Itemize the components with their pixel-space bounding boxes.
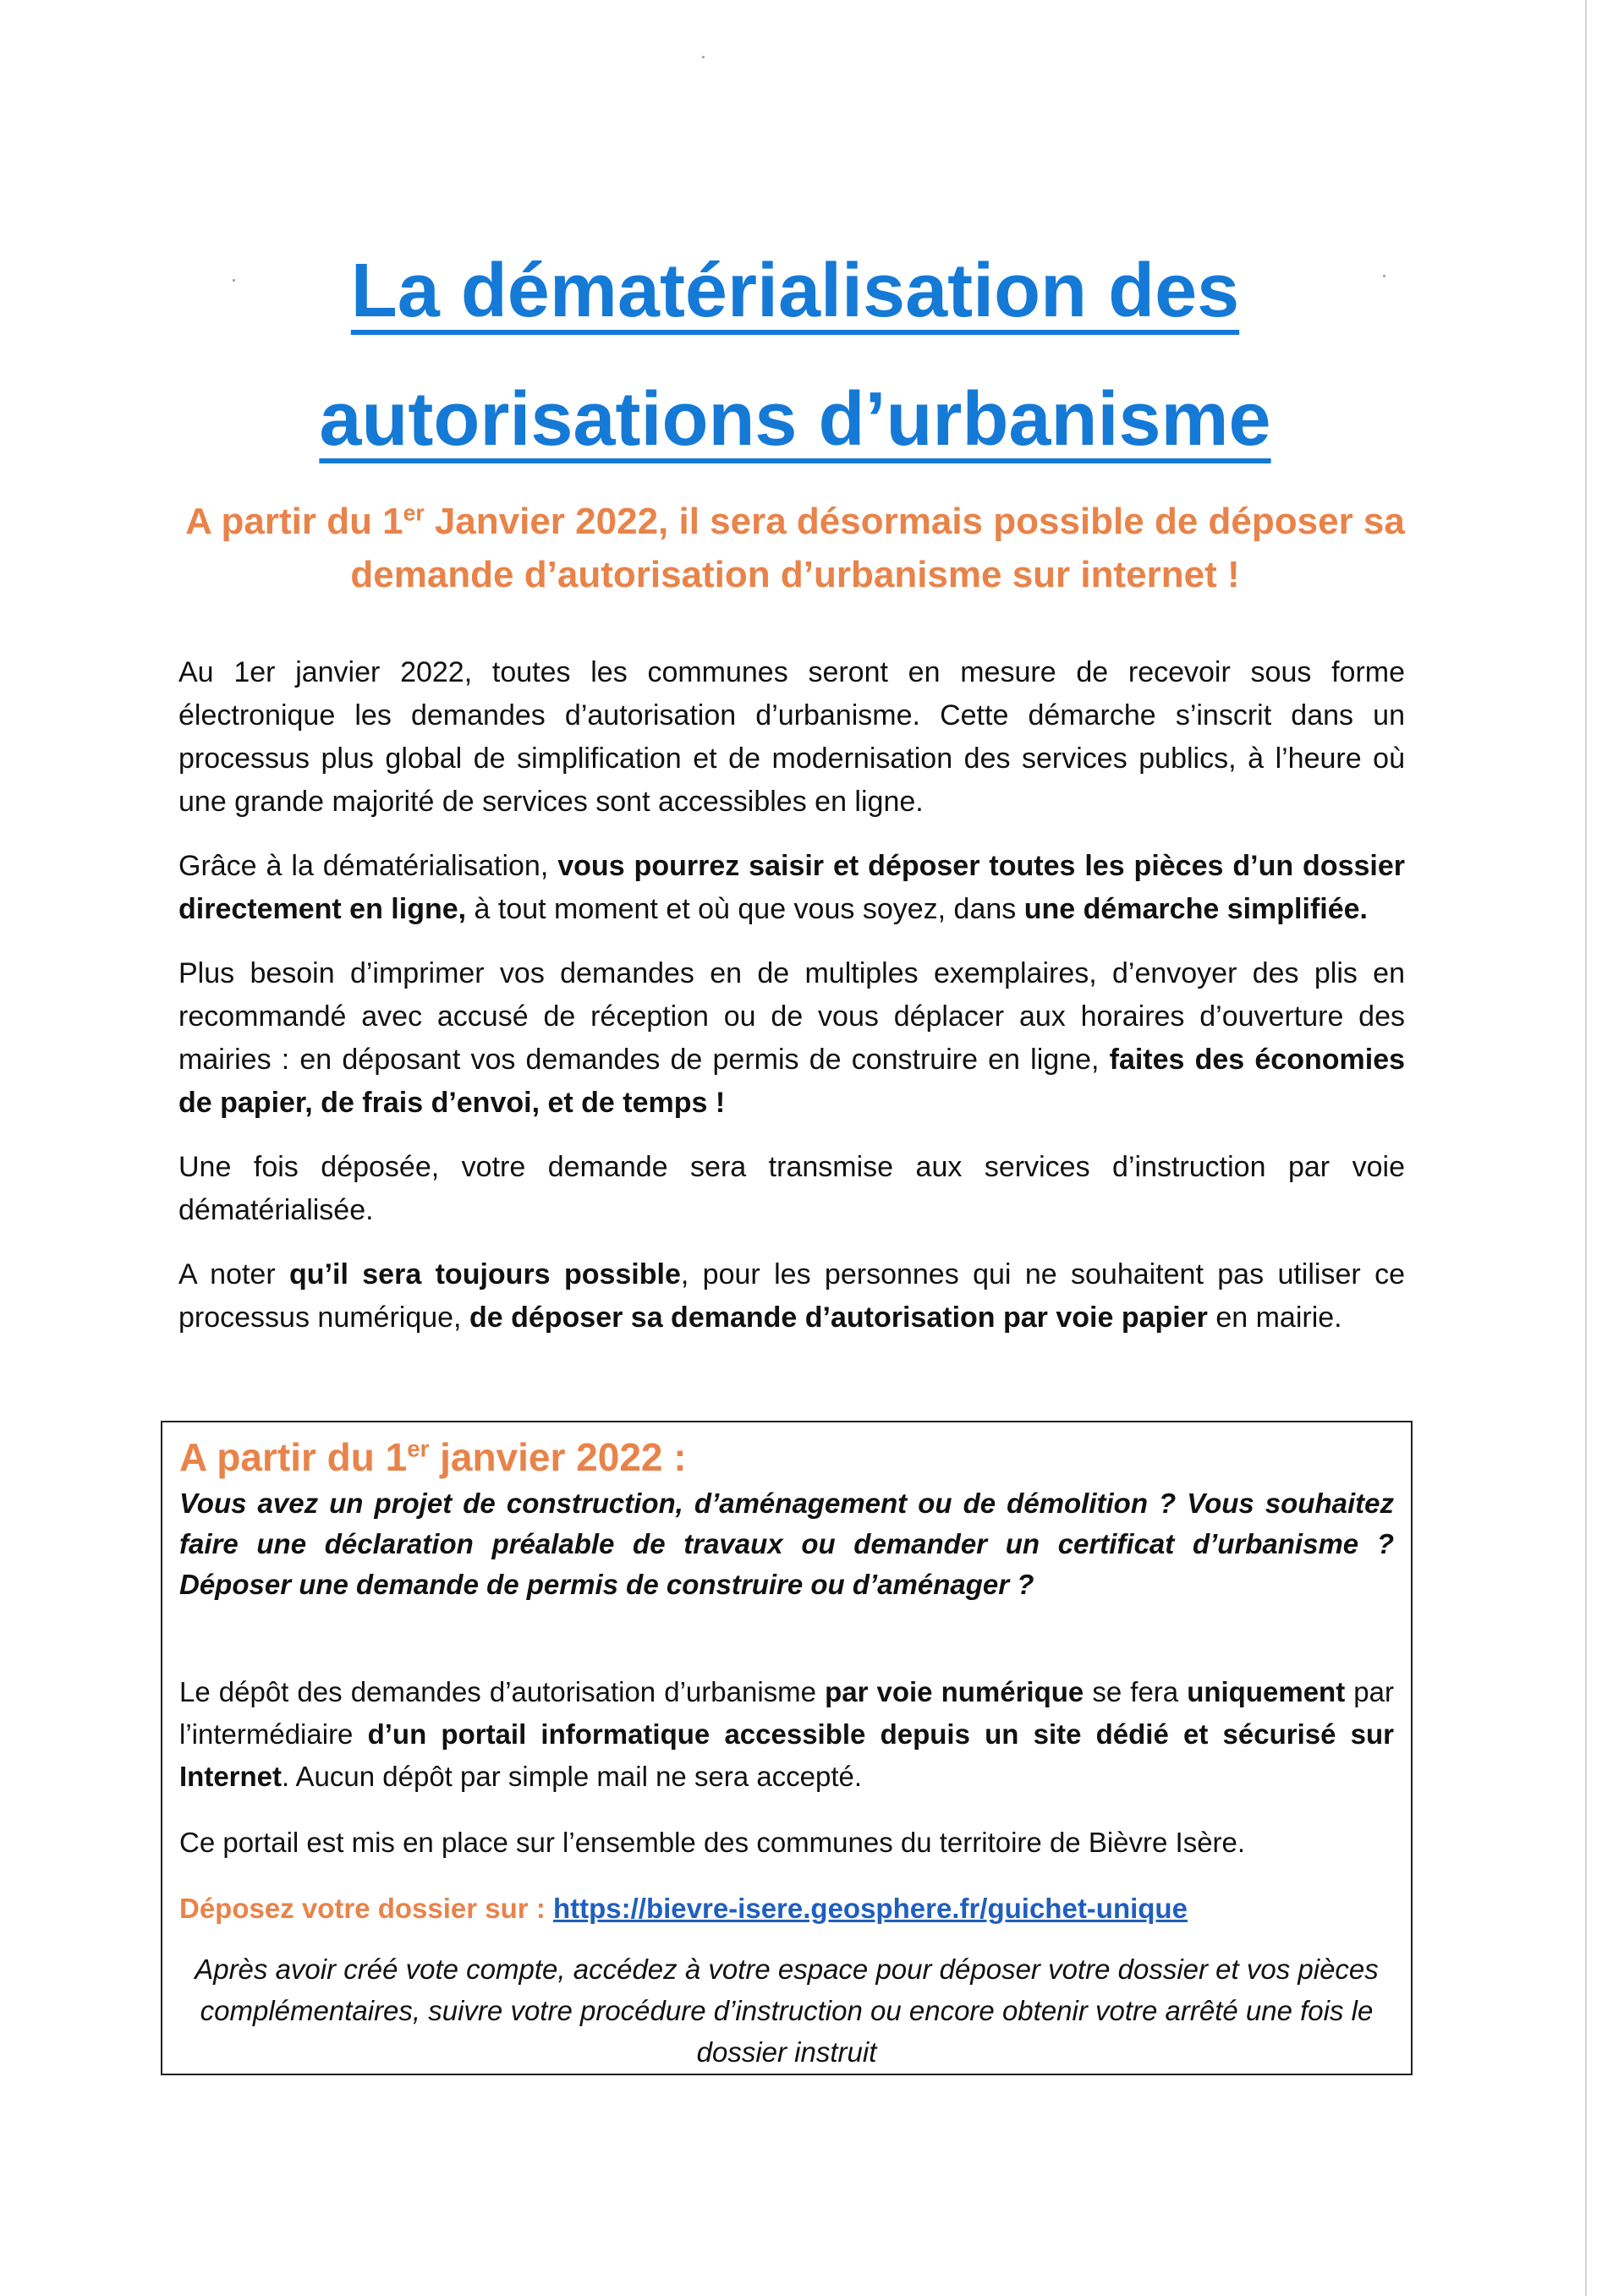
paragraph-intro: Au 1er janvier 2022, toutes les communes seront en mesure de recevoir sous forme électronique les demandes d’autorisation d’urbanisme. Cette démarche s’inscrit dans un processus plus global de simplification et de modernisation des services publics, à l’heure où une grande majorité de services sont accessibles en ligne.: [178, 656, 1405, 818]
scan-edge: [1585, 0, 1587, 2296]
info-box-footer: Après avoir créé vote compte, accédez à votre espace pour déposer votre dossier et vos pièces complémentaires, suivre votre procédure d’instruction ou encore obtenir votre arrêté une fois le dossier instruit: [195, 1954, 1379, 2068]
info-box-heading: A partir du 1er janvier 2022 :: [179, 1435, 687, 1479]
subtitle: A partir du 1er Janvier 2022, il sera désormais possible de déposer sa demande d’autorisation d’urbanisme sur internet !: [185, 500, 1405, 595]
title-line-1: La dématérialisation des: [350, 249, 1240, 333]
info-box: [161, 1421, 1413, 2075]
info-box-territory-paragraph: Ce portail est mis en place sur l’ensemble des communes du territoire de Bièvre Isère.: [179, 1827, 1246, 1858]
info-box-portal-paragraph: Le dépôt des demandes d’autorisation d’urbanisme par voie numérique se fera uniquement par l’intermédiaire d’un portail informatique accessible depuis un site dédié et sécurisé sur Internet. Aucun dépôt par simple mail ne sera accepté.: [179, 1676, 1394, 1792]
info-box-questions: Vous avez un projet de construction, d’aménagement ou de démolition ? Vous souhaitez faire une déclaration préalable de travaux ou demander un certificat d’urbanisme ? Déposer une demande de permis de construire ou d’aménager ?: [179, 1488, 1394, 1600]
deposit-label: Déposez votre dossier sur :: [179, 1893, 553, 1924]
title-line-2: autorisations d’urbanisme: [319, 377, 1271, 462]
deposit-line: [179, 1888, 1394, 1930]
guichet-unique-link[interactable]: https://bievre-isere.geosphere.fr/guichet-unique: [552, 1893, 1188, 1924]
paragraph-dematerialisation: Grâce à la dématérialisation, vous pourrez saisir et déposer toutes les pièces d’un dossier directement en ligne, à tout moment et où que vous soyez, dans une démarche simplifiée.: [178, 850, 1406, 925]
paragraph-paper-option: A noter qu’il sera toujours possible, pour les personnes qui ne souhaitent pas utiliser ce processus numérique, de déposer sa demande d’autorisation par voie papier en mairie.: [178, 1258, 1405, 1334]
scan-speck: [702, 56, 705, 58]
paragraph-no-more-paper: Plus besoin d’imprimer vos demandes en de multiples exemplaires, d’envoyer des plis en recommandé avec accusé de réception ou de vous déplacer aux horaires d’ouverture des mairies : en déposant vos demandes de permis de construire en ligne, faites des économies de papier, de frais d’envoi, et de temps !: [178, 957, 1406, 1119]
body-text: [178, 651, 1405, 1361]
paragraph-transmission: Une fois déposée, votre demande sera transmise aux services d’instruction par voie dématérialisée.: [178, 1151, 1405, 1226]
page-title: [135, 227, 1455, 484]
